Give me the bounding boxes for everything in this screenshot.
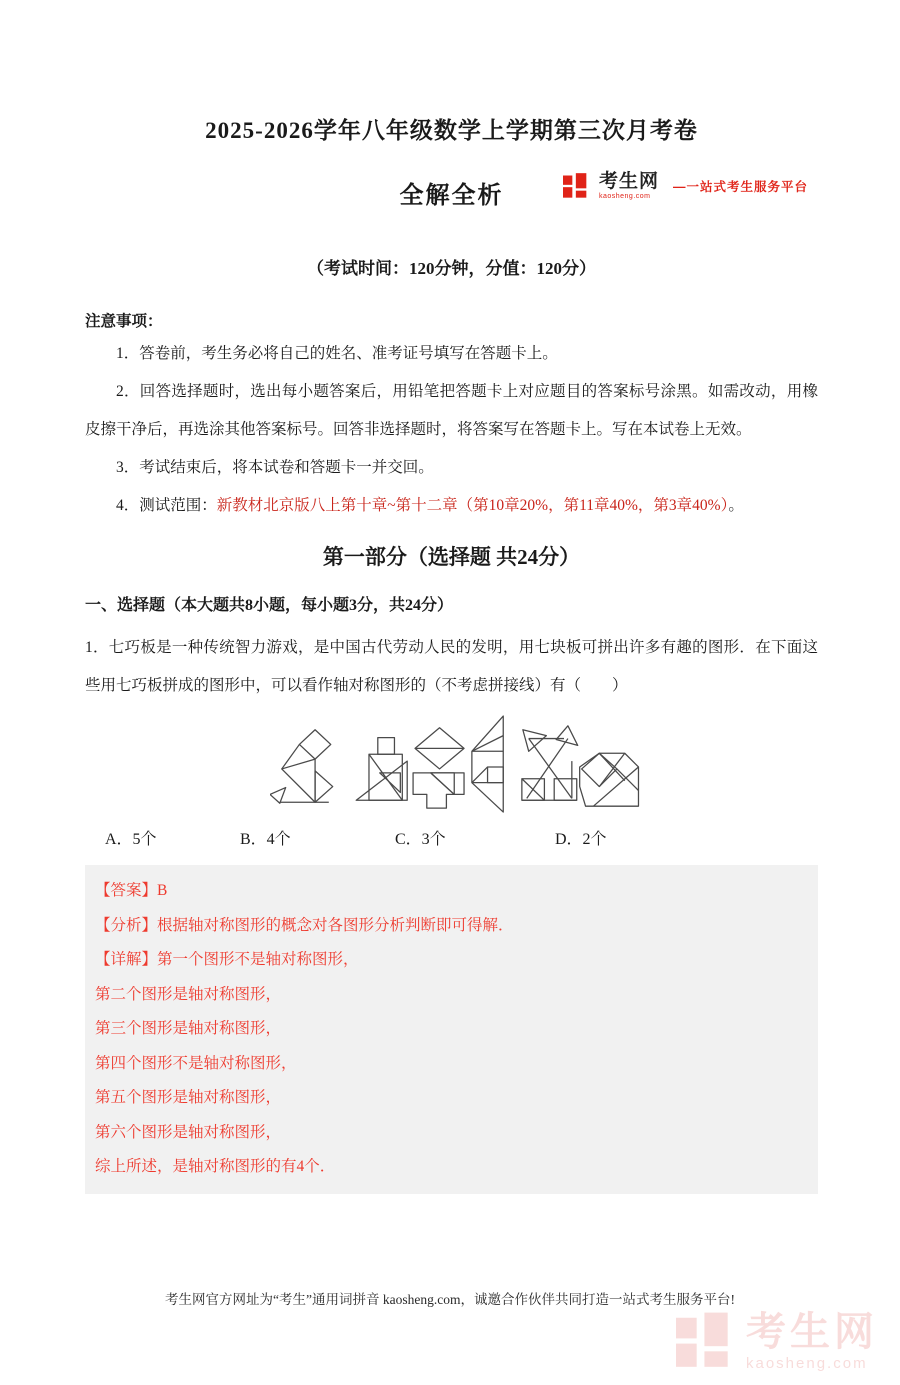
detail-line-2: 第二个图形是轴对称图形， (95, 985, 282, 1003)
tangram-figure-5 (522, 726, 578, 800)
detail-line-1: 【详解】第一个图形不是轴对称图形， (95, 951, 359, 968)
question-1-options (85, 827, 818, 853)
notice-item-4-suffix: 。 (728, 497, 744, 514)
notices-section (85, 309, 818, 525)
kaosheng-logo-icon (563, 172, 591, 200)
answer-analysis-box (85, 865, 818, 1194)
detail-line-5: 第五个图形是轴对称图形， (95, 1089, 282, 1106)
answer-line: 【答案】B (95, 882, 168, 899)
exam-info: （考试时间：120分钟，分值：120分） (307, 259, 596, 278)
section1-heading: 一、选择题（本大题共8小题，每小题3分，共24分） (85, 597, 454, 614)
brand-domain: kaosheng.com (598, 193, 651, 200)
question-1-text: 1．七巧板是一种传统智力游戏，是中国古代劳动人民的发明，用七块板可拼出许多有趣的图形．在下面这些用七巧板拼成的图形中，可以看作轴对称图形的（不考虑拼接线）有（ ） (85, 639, 818, 694)
part1-heading: 第一部分（选择题 共24分） (322, 545, 581, 569)
option-d: D．2个 (555, 831, 607, 848)
detail-line-4: 第四个图形不是轴对称图形， (95, 1054, 297, 1072)
tangram-figure-1 (270, 730, 333, 804)
conclusion-line: 综上所述，是轴对称图形的有4个． (95, 1158, 336, 1175)
tangram-figure-2 (356, 738, 407, 801)
notice-item-3: 3．考试结束后，将本试卷和答题卡一并交回。 (116, 459, 434, 476)
notice-item-2: 2．回答选择题时，选出每小题答案后，用铅笔把答题卡上对应题目的答案标号涂黑。如需改动，用橡皮擦干净后，再选涂其他答案标号。回答非选择题时，将答案写在答题卡上。写在本试卷上无效。 (85, 383, 818, 438)
notices-heading: 注意事项： (85, 313, 163, 330)
tangram-figures-image (270, 711, 662, 821)
watermark-logo-icon (676, 1310, 738, 1372)
notice-item-4-prefix: 4．测试范围： (116, 497, 217, 514)
watermark-brand-name: 考生网 (746, 1309, 878, 1354)
tangram-figure-6 (580, 753, 639, 806)
detail-line-3: 第三个图形是轴对称图形， (95, 1020, 282, 1037)
page-subtitle: 全解全析 (399, 183, 504, 209)
page-title: 2025-2026学年八年级数学上学期第三次月考卷 (205, 118, 698, 143)
tangram-figure-3 (413, 728, 464, 808)
header-brand-logo (563, 172, 808, 200)
brand-name: 考生网 (598, 171, 659, 192)
watermark-brand-domain: kaosheng.com (746, 1354, 868, 1372)
detail-line-6: 第六个图形是轴对称图形， (95, 1123, 282, 1141)
option-c: C．3个 (395, 831, 446, 848)
brand-tagline: —一站式考生服务平台 (672, 180, 808, 194)
tangram-figure-4 (472, 716, 503, 812)
option-a: A．5个 (105, 831, 157, 848)
question-1-figure (270, 711, 818, 821)
notice-item-1: 1．答卷前，考生务必将自己的姓名、准考证号填写在答题卡上。 (116, 345, 558, 362)
notice-item-4-scope: 新教材北京版八上第十章~第十二章（第10章20%，第11章40%，第3章40%） (216, 497, 729, 514)
footer-text: 考生网官方网址为“考生”通用词拼音 kaosheng.com，诚邀合作伙伴共同打造一站式考生服务平台! (165, 1292, 735, 1307)
analysis-line: 【分析】根据轴对称图形的概念对各图形分析判断即可得解． (95, 916, 514, 934)
notice-item-4 (85, 487, 818, 525)
option-b: B．4个 (240, 831, 291, 848)
watermark-logo (676, 1310, 878, 1372)
